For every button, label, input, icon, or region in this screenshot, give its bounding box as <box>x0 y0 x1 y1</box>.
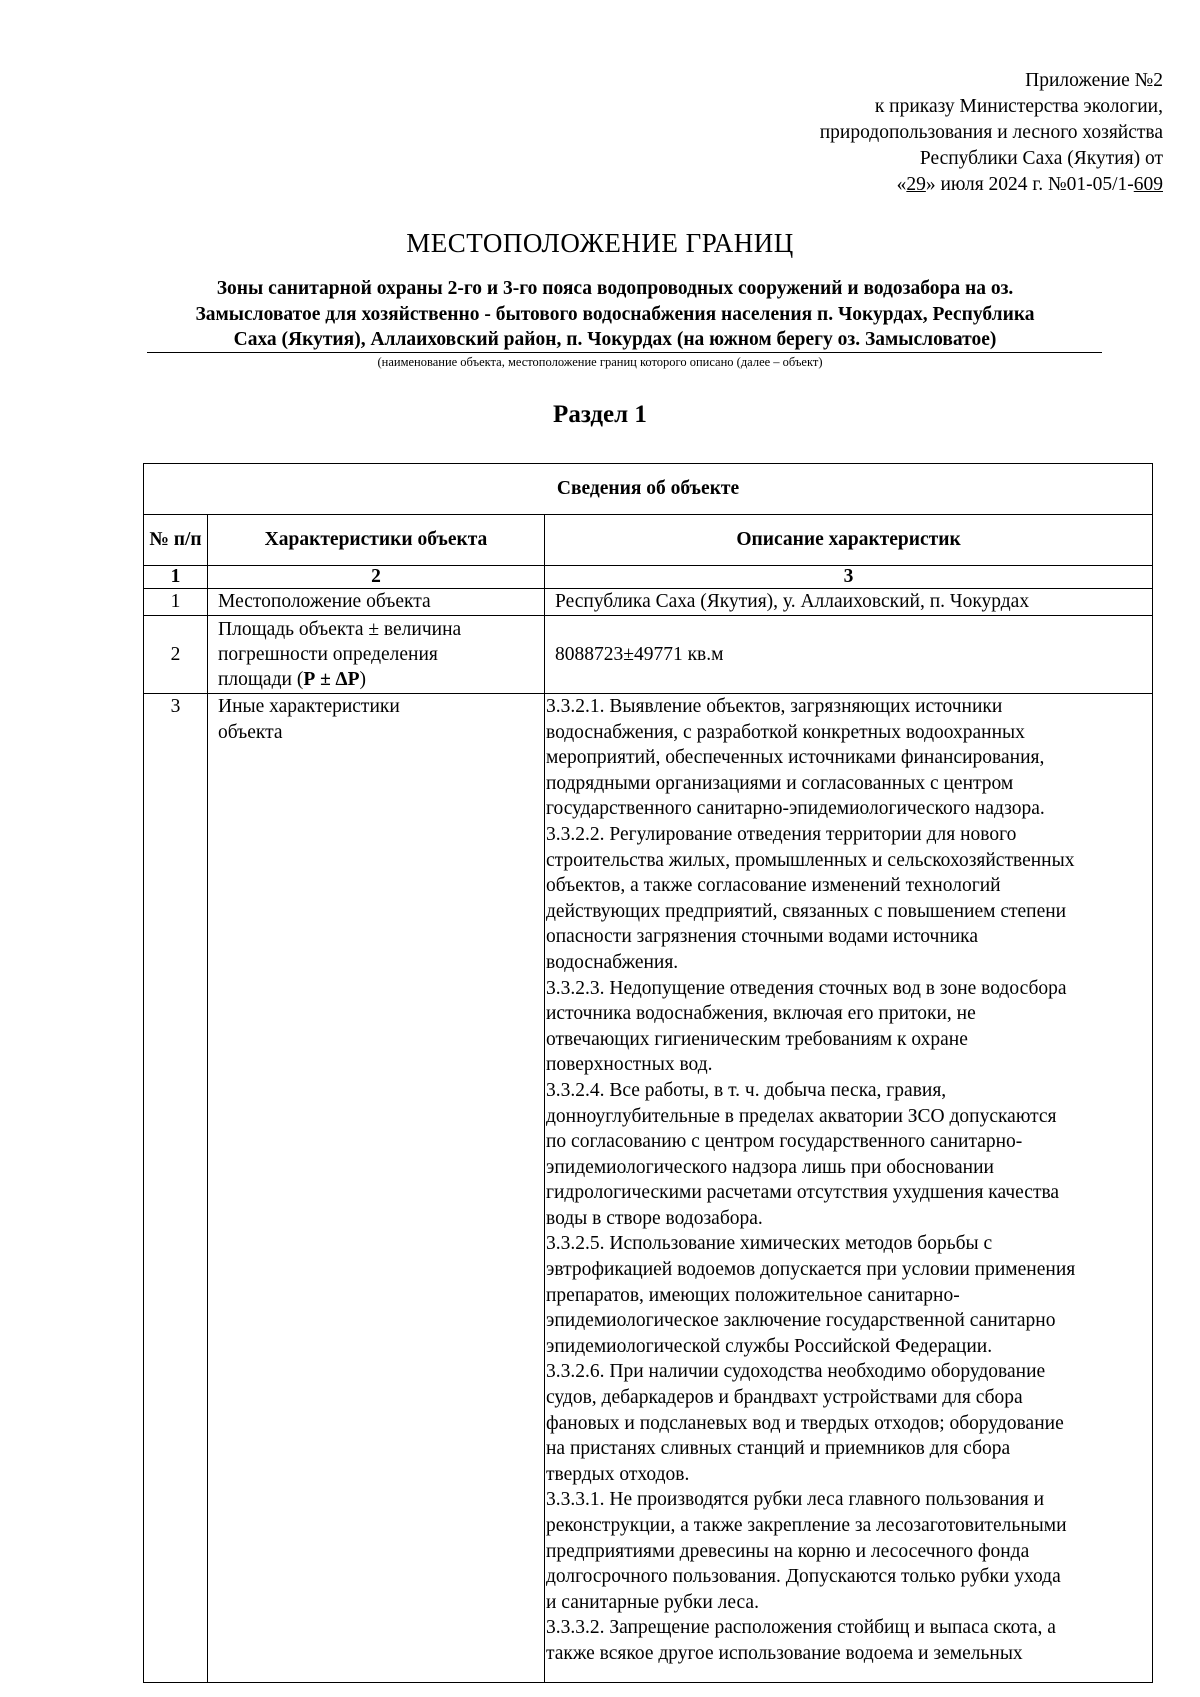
table-row <box>144 616 1153 694</box>
table-row <box>144 694 1153 1683</box>
row-description: 8088723±49771 кв.м <box>545 616 1153 694</box>
description-line: 3.3.3.1. Не производятся рубки леса главного пользования и <box>546 1489 1045 1511</box>
subject-block <box>145 276 1085 353</box>
description-line: по согласованию с центром государственного санитарно- <box>546 1131 1023 1153</box>
annex-line-1: Приложение №2 <box>1025 70 1163 91</box>
row-description <box>545 694 1153 1683</box>
row-characteristic-line-3 <box>218 667 544 692</box>
formula-suffix: ) <box>359 669 367 690</box>
row-characteristic: Местоположение объекта <box>208 589 545 616</box>
table-row <box>144 589 1153 616</box>
row-number: 1 <box>144 589 208 616</box>
description-line: 3.3.2.1. Выявление объектов, загрязняющих источники <box>546 696 1003 717</box>
description-line: 3.3.2.6. При наличии судоходства необходимо оборудование <box>546 1361 1046 1383</box>
description-line: источника водоснабжения, включая его притоки, не <box>546 1003 976 1025</box>
row-characteristic <box>208 616 545 694</box>
annex-order-suffix: 609 <box>1133 174 1163 195</box>
description-line: гидрологическими расчетами отсутствия ухудшения качества <box>546 1182 1060 1204</box>
header-characteristic: Характеристики объекта <box>208 515 545 566</box>
row-characteristic <box>208 694 545 1683</box>
annex-line-4: Республики Саха (Якутия) от <box>919 148 1163 169</box>
row-characteristic-line-2: объекта <box>218 721 283 743</box>
header-number: № п/п <box>144 515 208 566</box>
annex-date-mid: » июля 2024 г. №01-05/1- <box>925 174 1134 195</box>
description-line: и санитарные рубки леса. <box>546 1591 759 1613</box>
formula-prefix: площади ( <box>218 669 304 690</box>
description-line: эпидемиологическое заключение государственной санитарно <box>546 1310 1056 1332</box>
formula: Р ± ∆Р <box>303 669 360 690</box>
annex-date-open-quote: « <box>896 174 907 195</box>
description-line: 3.3.2.5. Использование химических методов борьбы с <box>546 1233 993 1255</box>
row-description: Республика Саха (Якутия), у. Аллаиховский, п. Чокурдах <box>545 589 1153 616</box>
description-line: водоснабжения, с разработкой конкретных водоохранных <box>546 721 1025 743</box>
description-line: эпидемиологической службы Российской Федерации. <box>546 1335 993 1357</box>
description-line: 3.3.2.3. Недопущение отведения сточных вод в зоне водосбора <box>546 977 1067 999</box>
description-line: препаратов, имеющих положительное санитарно- <box>546 1284 960 1306</box>
description-line: водоснабжения. <box>546 951 679 973</box>
object-info-table <box>143 463 1153 1683</box>
document-title: МЕСТОПОЛОЖЕНИЕ ГРАНИЦ <box>406 228 794 258</box>
annex-date-day: 29 <box>906 174 926 195</box>
section-title: Раздел 1 <box>553 401 647 428</box>
description-line: донноуглубительные в пределах акватории ЗСО допускаются <box>546 1105 1057 1127</box>
description-line: поверхностных вод. <box>546 1054 713 1076</box>
column-index-1: 1 <box>144 566 208 589</box>
description-line: мероприятий, обеспеченных источниками финансирования, <box>546 747 1045 769</box>
subject-caption: (наименование объекта, местоположение границ которого описано (далее – объект) <box>377 355 823 369</box>
description-line: также всякое другое использование водоема и земельных <box>546 1642 1023 1664</box>
description-line: долгосрочного пользования. Допускаются только рубки ухода <box>546 1566 1061 1588</box>
subject-line-1: Зоны санитарной охраны 2-го и 3-го пояса водопроводных сооружений и водозабора на оз. <box>216 278 1014 299</box>
description-line: подрядными организациями и согласованных с центром <box>546 772 1014 794</box>
description-line: 3.3.3.2. Запрещение расположения стойбищ и выпаса скота, а <box>546 1617 1056 1639</box>
row-characteristic-line-2: погрешности определения <box>218 644 438 665</box>
row-characteristic-line-1: Площадь объекта ± величина <box>218 619 462 640</box>
description-line: реконструкции, а также закрепление за лесозаготовительными <box>546 1515 1067 1536</box>
description-line: фановых и подсланевых вод и твердых отходов; оборудование <box>546 1412 1064 1434</box>
subject-underline <box>147 352 1102 353</box>
annex-line-2: к приказу Министерства экологии, <box>874 96 1163 117</box>
description-line: государственного санитарно-эпидемиологического надзора. <box>546 798 1045 820</box>
description-line: действующих предприятий, связанных с повышением степени <box>546 900 1067 922</box>
description-line: 3.3.2.2. Регулирование отведения территории для нового <box>546 823 1017 845</box>
table-caption: Сведения об объекте <box>144 464 1153 515</box>
row-number: 2 <box>144 616 208 694</box>
description-line: 3.3.2.4. Все работы, в т. ч. добыча песка, гравия, <box>546 1079 947 1101</box>
description-line: на пристанях сливных станций и приемников для сбора <box>546 1438 1011 1460</box>
description-line: твердых отходов. <box>546 1463 690 1485</box>
row-number: 3 <box>144 694 208 1683</box>
description-line: судов, дебаркадеров и брандвахт устройствами для сбора <box>546 1387 1023 1409</box>
description-line: эвтрофикацией водоемов допускается при условии применения <box>546 1259 1076 1281</box>
subject-line-2: Замысловатое для хозяйственно - бытового водоснабжения населения п. Чокурдах, Республика <box>195 303 1035 325</box>
description-line: эпидемиологического надзора лишь при обосновании <box>546 1156 994 1178</box>
description-line: опасности загрязнения сточными водами источника <box>546 926 978 948</box>
row-characteristic-line-1: Иные характеристики <box>218 696 400 717</box>
annex-line-3: природопользования и лесного хозяйства <box>819 122 1163 143</box>
description-line: предприятиями древесины на корню и лесосечного фонда <box>546 1540 1030 1562</box>
column-index-2: 2 <box>208 566 545 589</box>
annex-order-line <box>820 172 1163 198</box>
column-index-3: 3 <box>545 566 1153 589</box>
description-line: объектов, а также согласование изменений технологий <box>546 875 1001 897</box>
annex-header <box>820 68 1163 198</box>
description-line: воды в створе водозабора. <box>546 1207 763 1229</box>
description-line: строительства жилых, промышленных и сельскохозяйственных <box>546 849 1075 871</box>
description-line: отвечающих гигиеническим требованиям к охране <box>546 1028 968 1050</box>
subject-line-3: Саха (Якутия), Аллаиховский район, п. Чокурдах (на южном берегу оз. Замысловатое) <box>233 329 997 350</box>
header-description: Описание характеристик <box>545 515 1153 566</box>
